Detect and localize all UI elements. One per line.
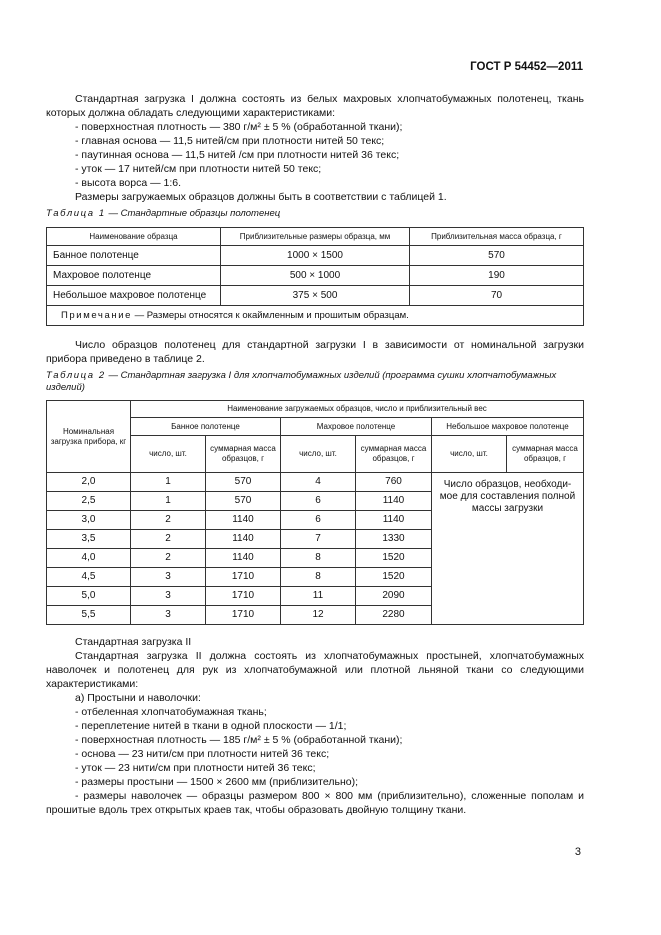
- load2-subheading: а) Простыни и наволочки:: [75, 692, 201, 704]
- table2-caption: [46, 370, 584, 394]
- table-row: [47, 266, 584, 286]
- table2-cell: 760: [356, 473, 432, 492]
- table2-cell: 4: [281, 473, 356, 492]
- table2-cell: 7: [281, 530, 356, 549]
- table2-cell: 8: [281, 568, 356, 587]
- page-content: [46, 92, 584, 817]
- table1-cell: 375 × 500: [221, 286, 410, 306]
- table2-cell: 2090: [356, 587, 432, 606]
- table2-cell: 5,0: [47, 587, 131, 606]
- table2-cell: 1: [131, 473, 206, 492]
- table2-subgroup-header: Махровое полотенце: [281, 418, 432, 436]
- table2-cell: 570: [206, 492, 281, 511]
- table2-cell: 1: [131, 492, 206, 511]
- table1-caption: [46, 208, 584, 220]
- table2-cell: 1520: [356, 549, 432, 568]
- table2-cell: 2,0: [47, 473, 131, 492]
- table2-cell: 3: [131, 568, 206, 587]
- list-item: - отбеленная хлопчатобумажная ткань;: [75, 706, 267, 718]
- table2-count-header: число, шт.: [281, 436, 356, 473]
- table2-cell: 1330: [356, 530, 432, 549]
- table2-cell: 12: [281, 606, 356, 625]
- table2-cell: 1140: [356, 511, 432, 530]
- list-item: - размеры простыни — 1500 × 2600 мм (приблизительно);: [75, 776, 359, 788]
- table1-cell: 70: [410, 286, 584, 306]
- table2-cell: 1140: [206, 511, 281, 530]
- table2-cell: 3: [131, 606, 206, 625]
- table2-mass-header: суммарная масса образцов, г: [507, 436, 584, 473]
- table1-header: Приблизительная масса образца, г: [410, 228, 584, 246]
- table-2: [46, 400, 584, 625]
- table2-cell: 3,5: [47, 530, 131, 549]
- table2-count-header: число, шт.: [131, 436, 206, 473]
- table-row: [47, 286, 584, 306]
- table2-cell: 3: [131, 587, 206, 606]
- table1-header: Приблизительные размеры образца, мм: [221, 228, 410, 246]
- table2-mass-header: суммарная масса образцов, г: [206, 436, 281, 473]
- list-item: - высота ворса — 1:6.: [75, 177, 182, 189]
- table2-group-header: Наименование загружаемых образцов, число и приблизительный вес: [131, 401, 584, 418]
- table1-note-label: Примечание: [61, 309, 132, 321]
- table1-caption-label: Таблица 1: [46, 208, 106, 219]
- table2-cell: 1710: [206, 568, 281, 587]
- list-item: - основа — 23 нити/см при плотности нитей 36 текс;: [75, 748, 330, 760]
- table2-cell: 11: [281, 587, 356, 606]
- table1-header: Наименование образца: [47, 228, 221, 246]
- load2-title: Стандартная загрузка II: [75, 636, 192, 648]
- table1-cell: Банное полотенце: [47, 246, 221, 266]
- table1-cell: 570: [410, 246, 584, 266]
- table2-mass-header: суммарная масса образцов, г: [356, 436, 432, 473]
- table-row: [47, 473, 584, 492]
- intro-paragraph: Стандартная загрузка I должна состоять из белых махровых хлопчатобумажных полотенец, ткань которых должна обладать следующими характеристиками:: [46, 93, 584, 119]
- table1-cell: Небольшое махровое полотенце: [47, 286, 221, 306]
- table1-cell: Махровое полотенце: [47, 266, 221, 286]
- table2-cell: 3,0: [47, 511, 131, 530]
- table1-caption-text: — Стандартные образцы полотенец: [105, 208, 281, 219]
- table2-cell: 2: [131, 549, 206, 568]
- table1-cell: 1000 × 1500: [221, 246, 410, 266]
- table-row: [47, 246, 584, 266]
- table1-cell: 190: [410, 266, 584, 286]
- table2-merged-note: Число образцов, необходи-мое для составления полной массы загрузки: [432, 473, 584, 625]
- table2-count-header: число, шт.: [432, 436, 507, 473]
- table2-cell: 1140: [206, 549, 281, 568]
- table2-subgroup-header: Банное полотенце: [131, 418, 281, 436]
- table2-col-load-header: Номинальная загрузка прибора, кг: [47, 401, 131, 473]
- list-item: - главная основа — 11,5 нитей/см при плотности нитей 50 текс;: [75, 135, 385, 147]
- table2-cell: 2: [131, 511, 206, 530]
- table-1: [46, 227, 584, 326]
- table2-cell: 570: [206, 473, 281, 492]
- page-number: 3: [574, 846, 581, 858]
- table2-cell: 1140: [356, 492, 432, 511]
- table2-cell: 6: [281, 511, 356, 530]
- sizes-paragraph: Размеры загружаемых образцов должны быть в соответствии с таблицей 1.: [75, 191, 447, 203]
- load2-paragraph: Стандартная загрузка II должна состоять из хлопчатобумажных простыней, хлопчатобумажных наволочек и полотенец для рук из хлопчатобумажной или плотной льняной ткани со следующими характеристиками:: [46, 650, 584, 690]
- table2-cell: 1710: [206, 606, 281, 625]
- list-item: - поверхностная плотность — 380 г/м² ± 5 % (обработанной ткани);: [75, 121, 403, 133]
- list-item: - уток — 17 нитей/см при плотности нитей 50 текс;: [75, 163, 322, 175]
- table2-subgroup-header: Небольшое махровое полотенце: [432, 418, 584, 436]
- table2-cell: 4,0: [47, 549, 131, 568]
- table2-intro-paragraph: Число образцов полотенец для стандартной загрузки I в зависимости от номинальной загрузки прибора приведено в таблице 2.: [46, 339, 584, 365]
- list-item: - переплетение нитей в ткани в одной плоскости — 1/1;: [75, 720, 347, 732]
- document-id: ГОСТ Р 54452—2011: [470, 61, 583, 73]
- table2-cell: 1520: [356, 568, 432, 587]
- table1-note: [47, 306, 584, 326]
- table2-cell: 2,5: [47, 492, 131, 511]
- table2-cell: 8: [281, 549, 356, 568]
- table2-cell: 4,5: [47, 568, 131, 587]
- table2-cell: 1710: [206, 587, 281, 606]
- table2-cell: 6: [281, 492, 356, 511]
- table2-caption-text: — Стандартная загрузка I для хлопчатобумажных изделий (программа сушки хлопчатобумажных изделий): [46, 370, 557, 393]
- table2-cell: 1140: [206, 530, 281, 549]
- list-item: - поверхностная плотность — 185 г/м² ± 5 % (обработанной ткани);: [75, 734, 403, 746]
- table2-cell: 2280: [356, 606, 432, 625]
- table2-caption-label: Таблица 2: [46, 370, 106, 381]
- table1-cell: 500 × 1000: [221, 266, 410, 286]
- table1-note-text: — Размеры относятся к окаймленным и прошитым образцам.: [132, 309, 409, 321]
- list-item: - паутинная основа — 11,5 нитей /см при плотности нитей 36 текс;: [75, 149, 400, 161]
- table2-cell: 2: [131, 530, 206, 549]
- table2-cell: 5,5: [47, 606, 131, 625]
- list-item: - уток — 23 нити/см при плотности нитей 36 текс;: [75, 762, 316, 774]
- list-item: - размеры наволочек — образцы размером 800 × 800 мм (приблизительно), сложенные пополам и прошитые вдоль трех открытых краев так, чтобы образовать двойную толщину ткани.: [46, 790, 584, 816]
